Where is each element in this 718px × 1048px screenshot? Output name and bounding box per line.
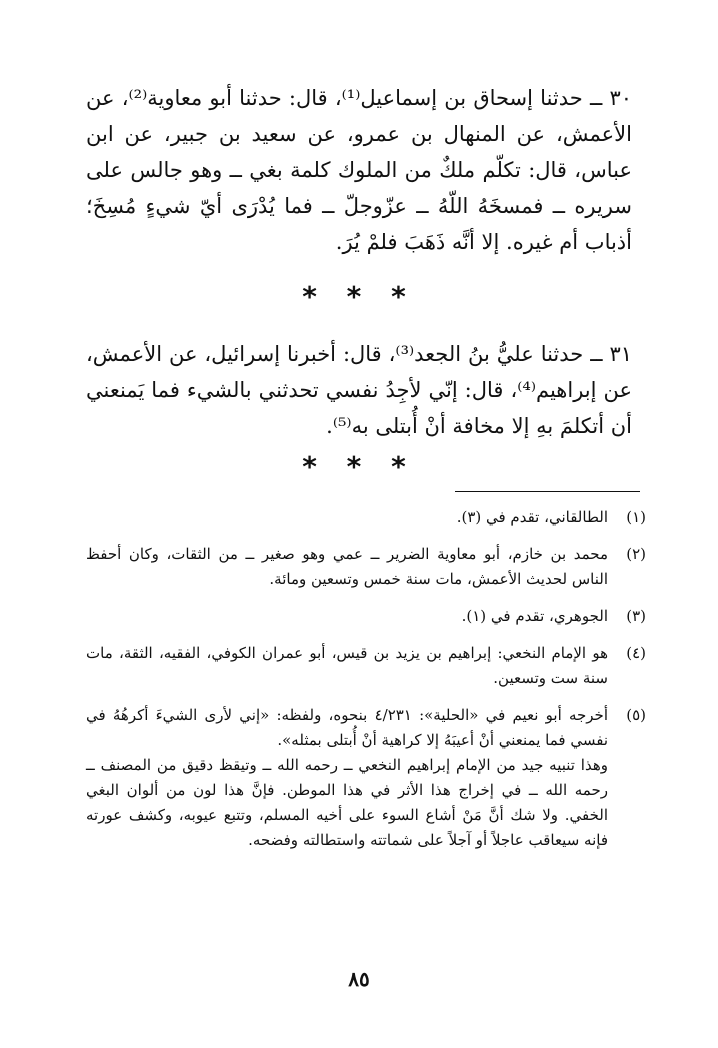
hadith-31 — [86, 336, 632, 444]
page-number: ٨٥ — [348, 967, 370, 991]
footnote-1 — [86, 505, 646, 530]
footnote-number: (٢) — [626, 545, 646, 563]
footnote-divider — [455, 491, 640, 492]
footnote-text: الجوهري، تقدم في (١). — [461, 607, 608, 625]
hadith-31-text: ٣١ ــ حدثنا عليُّ بنُ الجعد⁽³⁾، قال: أخبرنا إسرائيل، عن الأعمش، عن إبراهيم⁽⁴⁾، قال: إنّي لأجِدُ نفسي تحدثني بالشيء فما يَمنعني أن أتكلمَ بهِ إلا مخافة أنْ أُبتلى به⁽⁵⁾. — [86, 342, 632, 438]
footnote-text: هو الإمام النخعي: إبراهيم بن يزيد بن قيس، أبو عمران الكوفي، الفقيه، الثقة، مات سنة ست وتسعين. — [86, 644, 608, 687]
footnote-4 — [86, 641, 646, 691]
footnote-commentary: وهذا تنبيه جيد من الإمام إبراهيم النخعي ــ رحمه الله ــ وتيقظ دقيق من المصنف ــ رحمه الله ــ في إخراج هذا الأثر في هذا الموطن. فإنَّ هذا لون من ألوان البغي الخفي. ولا شك أنَّ مَنْ أشاع السوء على أخيه المسلم، وتتبع عيوبه، وكشف عورته فإنه سيعاقب عاجلاً أو آجلاً على شماتته واستطالته وفضحه. — [86, 756, 608, 849]
footnote-3 — [86, 604, 646, 629]
footnote-text: الطالقاني، تقدم في (٣). — [456, 508, 608, 526]
hadith-30 — [86, 80, 632, 260]
section-separator: * * * — [302, 450, 416, 483]
footnote-number: (٥) — [626, 706, 646, 724]
footnotes — [86, 505, 646, 865]
footnote-number: (٤) — [626, 644, 646, 662]
footnote-2 — [86, 542, 646, 592]
footnote-text: محمد بن خازم، أبو معاوية الضرير ــ عمي وهو صغير ــ من الثقات، وكان أحفظ الناس لحديث الأعمش، مات سنة خمس وتسعين ومائة. — [86, 545, 608, 588]
footnote-text: أخرجه أبو نعيم في «الحلية»: ٤/٢٣١ بنحوه، ولفظه: «إني لأرى الشيءَ أكرهُهُ في نفسي فما يمنعني أنْ أعيبَهُ إلا كراهية أنْ أُبتلى بمثله». — [86, 706, 608, 749]
footnote-5 — [86, 703, 646, 853]
section-separator: * * * — [302, 280, 416, 313]
hadith-30-text: ٣٠ ــ حدثنا إسحاق بن إسماعيل⁽¹⁾، قال: حدثنا أبو معاوية⁽²⁾، عن الأعمش، عن المنهال بن عمرو، عن سعيد بن جبير، عن ابن عباس، قال: تكلّم ملكٌ من الملوك كلمة بغي ــ وهو جالس على سريره ــ فمسخَهُ اللّهُ ــ عزّوجلّ ــ فما يُدْرَى أيّ شيءٍ مُسِخَ؛ أذباب أم غيره. إلا أنَّه ذَهَبَ فلمْ يُرَ. — [86, 86, 632, 254]
footnote-number: (١) — [626, 508, 646, 526]
footnote-number: (٣) — [626, 607, 646, 625]
